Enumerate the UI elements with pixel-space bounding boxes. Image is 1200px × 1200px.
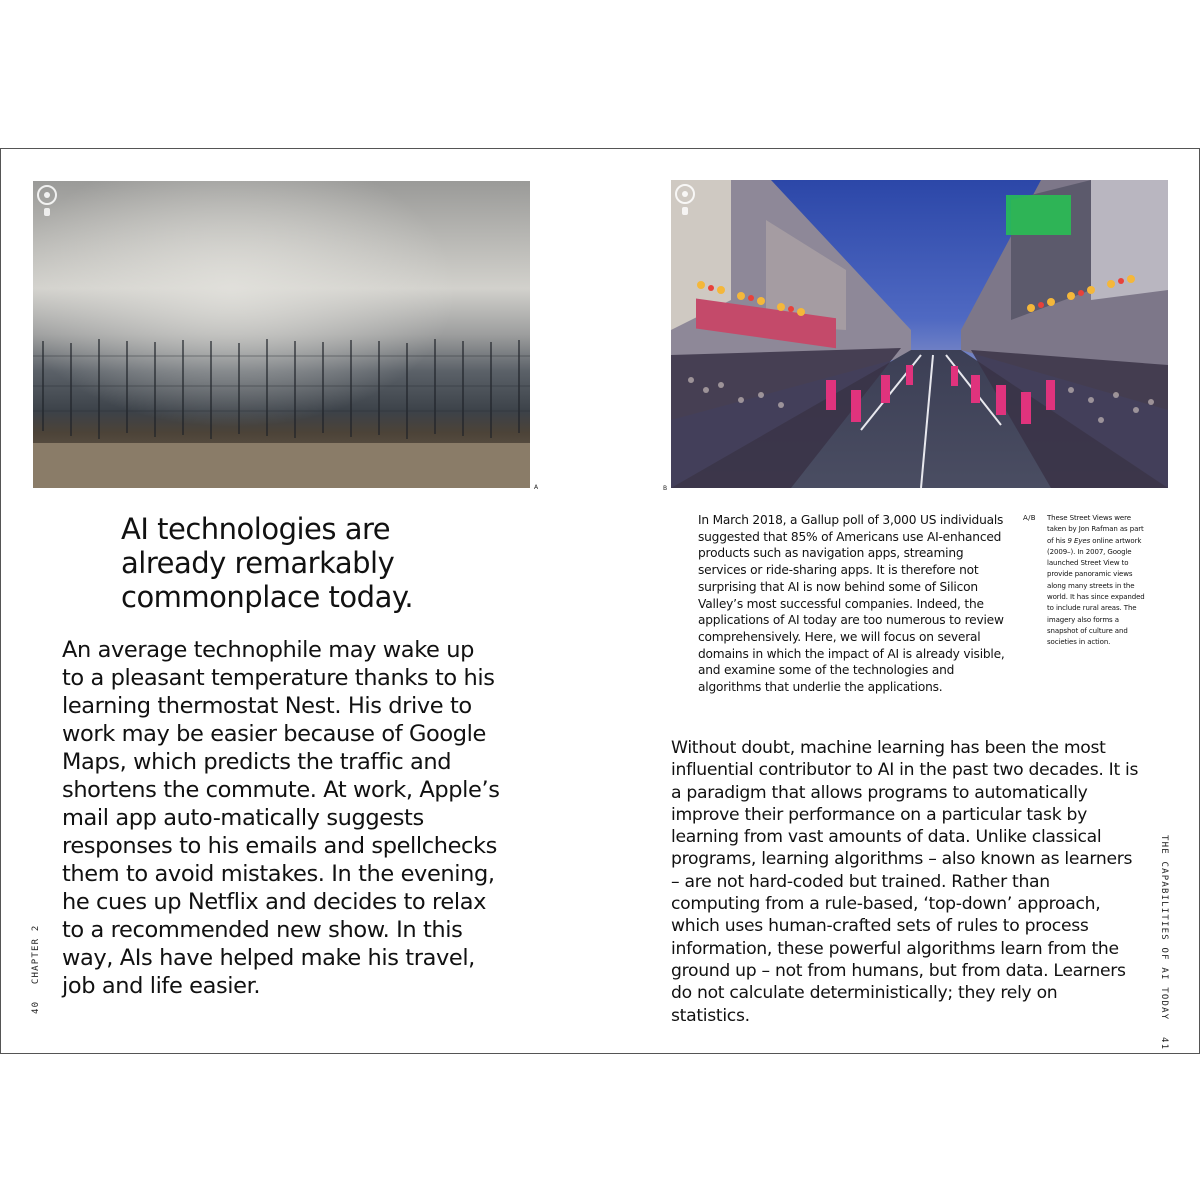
caption-tag: A/B — [1023, 514, 1036, 522]
page-number-right: 41 — [1159, 1036, 1169, 1051]
pull-quote: AI technologies are already remarkably commonplace today. — [121, 512, 414, 614]
left-body-text: An average technophile may wake up to a pleasant temperature thanks to his learning thermostat Nest. His drive to work may be easier because of Google Maps, which predicts the traffic and shortens the commute. At work, Apple’s mail app auto-matically suggests responses to his emails and spellchecks them to avoid mistakes. In the evening, he cues up Netflix and decides to relax to a recommended new show. In this way, AIs have helped make his travel, job and life easier. — [62, 637, 500, 999]
figure-caption — [1047, 513, 1147, 649]
photo-a-fog-vineyard — [33, 181, 530, 488]
caption-artwork-title: 9 Eyes — [1067, 536, 1091, 545]
left-running-footer — [31, 925, 41, 1024]
page-number-left: 40 — [31, 1000, 41, 1014]
chapter-label: CHAPTER 2 — [31, 924, 41, 985]
caption-text-start: These Street Views were taken by Jon Rafman as part of his — [1047, 514, 1144, 545]
running-head: THE CAPABILITIES OF AI TODAY — [1159, 835, 1169, 1021]
figure-a-label: A — [534, 484, 539, 491]
right-running-footer — [1159, 835, 1169, 1060]
photo-b-street-festival — [671, 180, 1168, 488]
caption-text-end: online artwork (2009–). In 2007, Google launched Street View to provide panoramic views along many streets in the world. It has since expanded to include rural areas. The imagery also forms a snapshot of culture and societies in action. — [1047, 536, 1145, 647]
figure-b-label: B — [663, 485, 668, 492]
book-spread — [0, 148, 1200, 1054]
right-body-text: Without doubt, machine learning has been the most influential contributor to AI in the past two decades. It is a paradigm that allows programs to automatically improve their performance on a particular task by learning from vast amounts of data. Unlike classical programs, learning algorithms – also known as learners – are not hard-coded but trained. Rather than computing from a rule-based, ‘top-down’ approach, which uses human-crafted sets of rules to process information, these powerful algorithms learn from the ground up – not from humans, but from data. Learners do not calculate deterministically; they rely on statistics. — [671, 738, 1139, 1026]
intro-paragraph: In March 2018, a Gallup poll of 3,000 US individuals suggested that 85% of Americans use AI-enhanced products such as navigation apps, streaming services or ride-sharing apps. It is therefore not surprising that AI is now behind some of Silicon Valley’s most successful companies. Indeed, the applications of AI today are too numerous to review comprehensively. Here, we will focus on several domains in which the impact of AI is already visible, and examine some of the technologies and algorithms that underlie the applications. — [698, 513, 1005, 695]
